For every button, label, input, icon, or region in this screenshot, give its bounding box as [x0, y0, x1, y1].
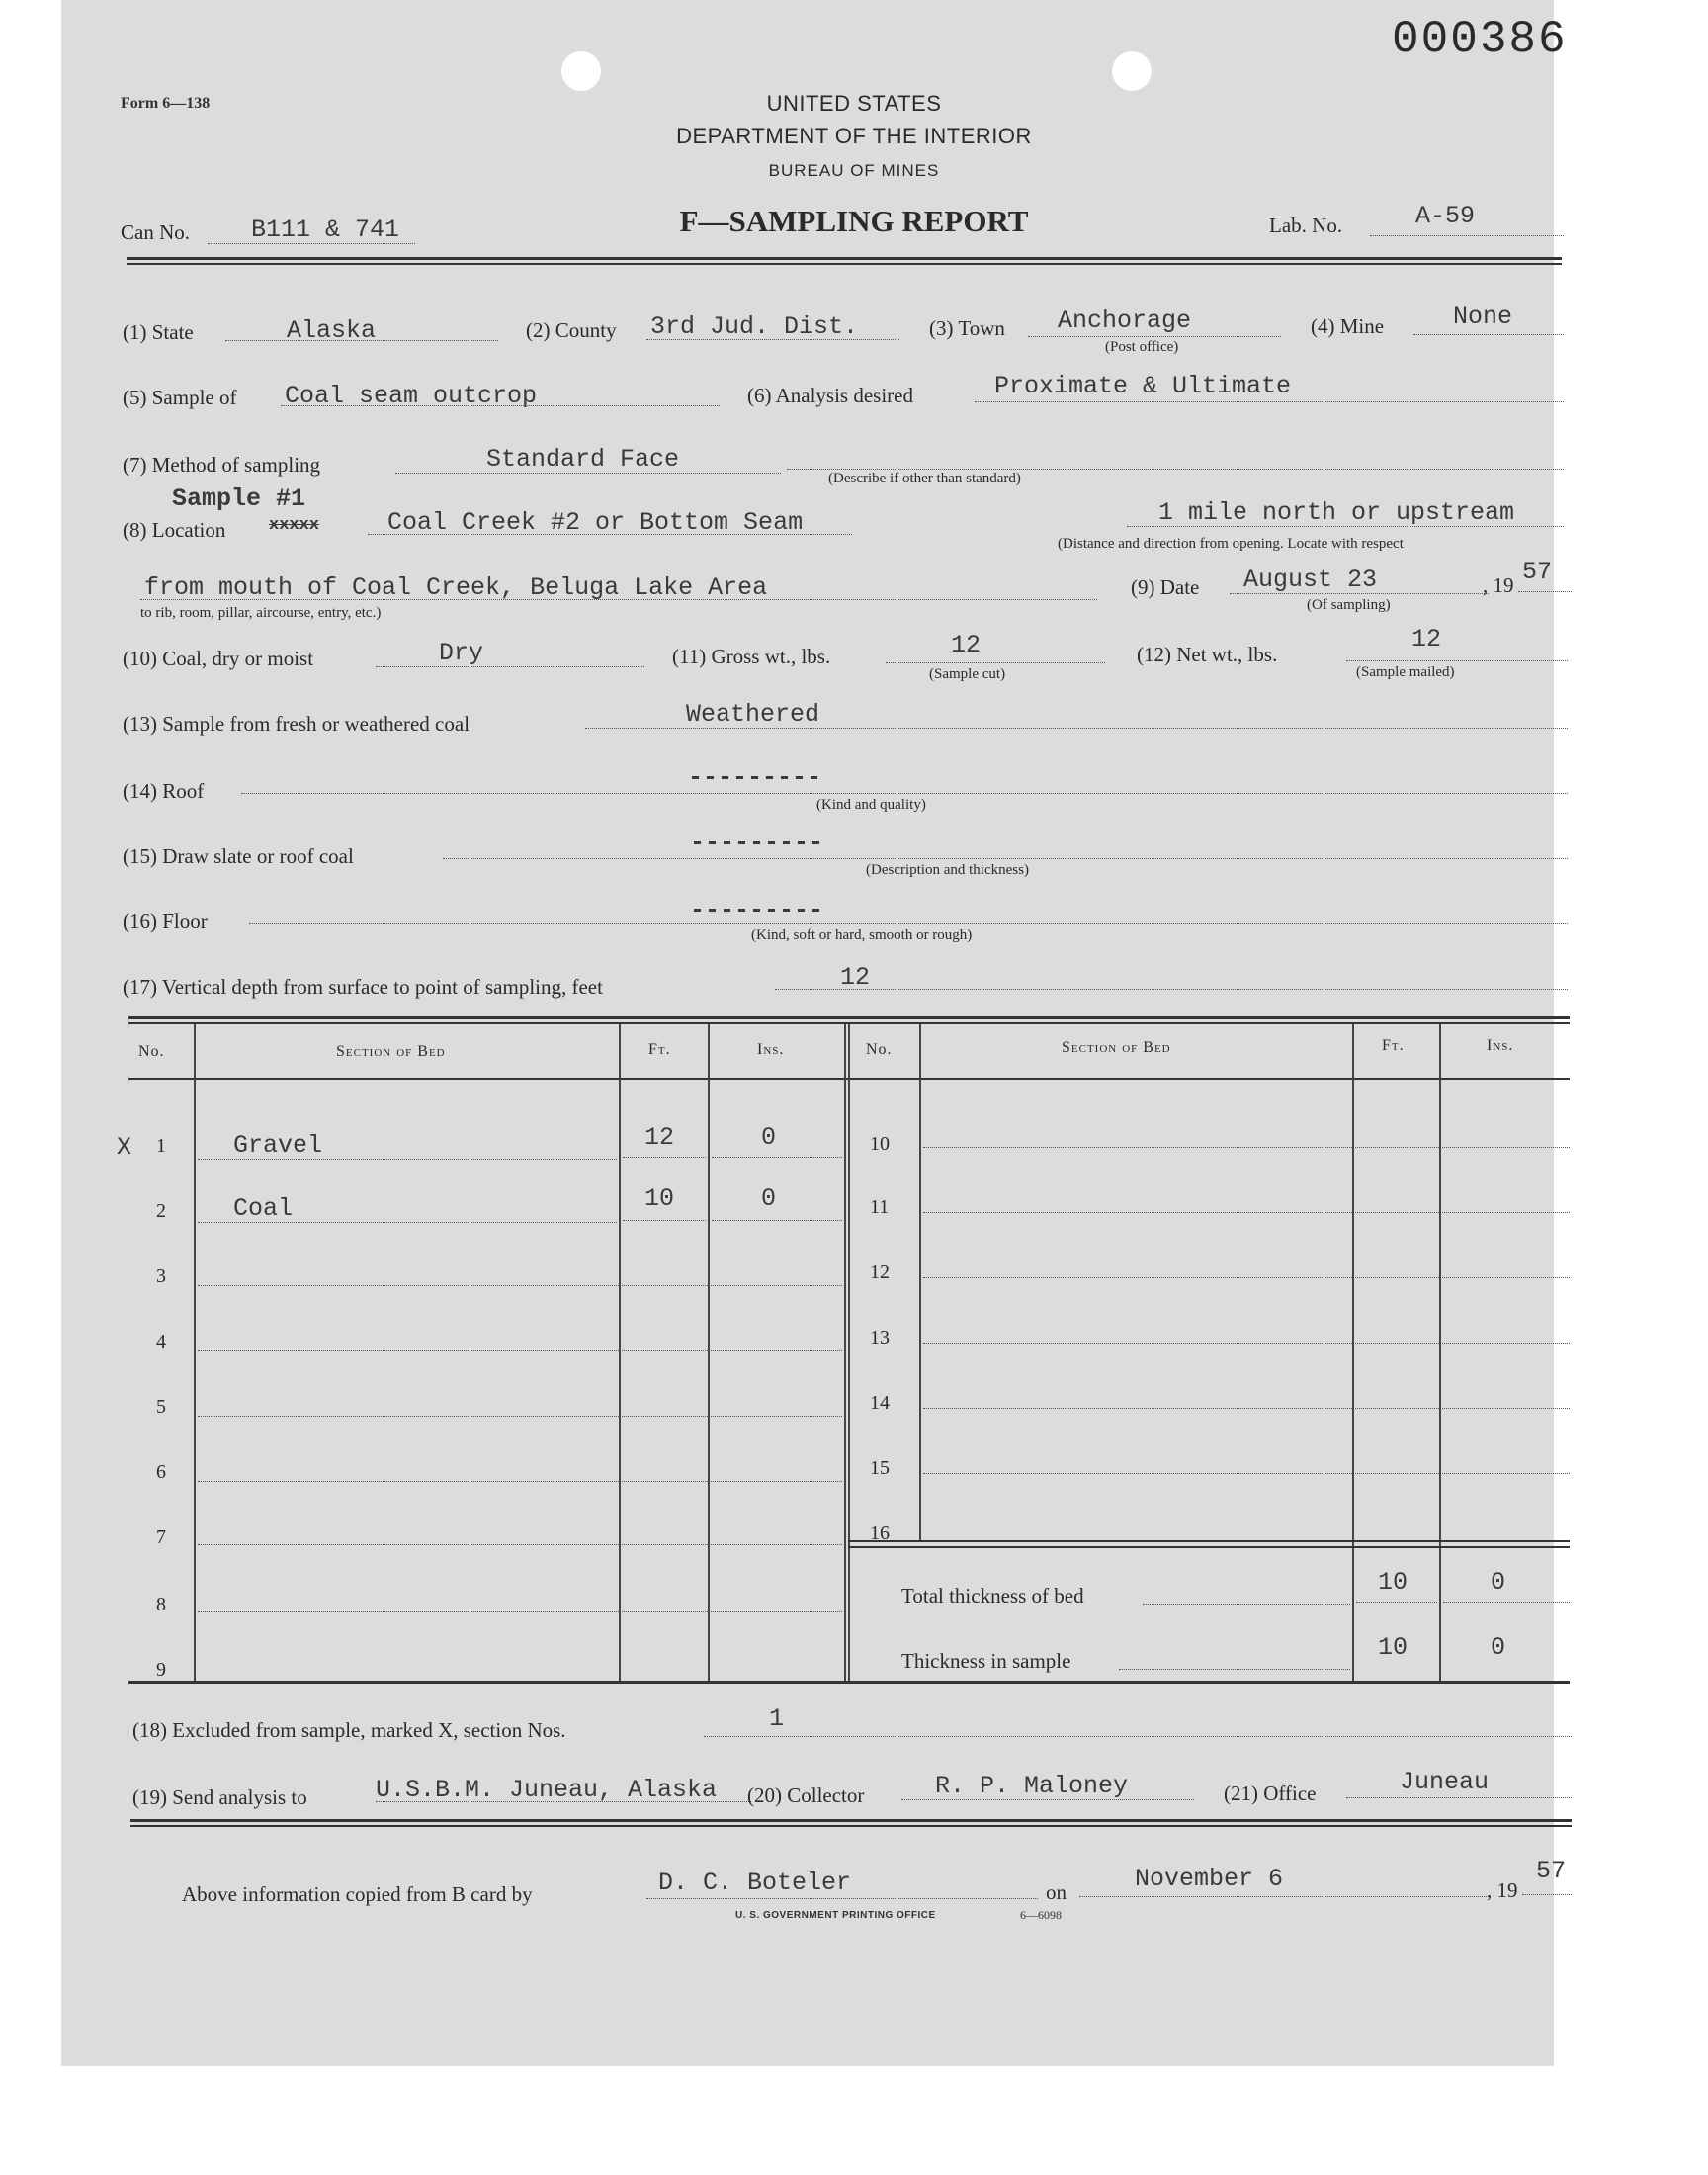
method-label: (7) Method of sampling	[123, 453, 321, 477]
gross-wt-label: (11) Gross wt., lbs.	[672, 645, 831, 668]
draw-slate-value: ---------	[690, 828, 824, 857]
location-note: (Distance and direction from opening. Locate with respect	[1058, 536, 1404, 552]
copied-by-value: D. C. Boteler	[658, 1869, 852, 1897]
analysis-label: (6) Analysis desired	[747, 384, 913, 407]
report-title: F—SAMPLING REPORT	[679, 204, 1029, 238]
row-no: 16	[870, 1522, 890, 1544]
date-value: August 23	[1243, 566, 1378, 594]
copied-year-prefix: , 19	[1487, 1878, 1518, 1902]
sample-of-value: Coal seam outcrop	[285, 382, 538, 410]
header-line1: UNITED STATES	[766, 91, 942, 116]
location-struck: xxxxx	[269, 516, 320, 535]
date-note: (Of sampling)	[1307, 597, 1391, 613]
location-value2: 1 mile north or upstream	[1158, 498, 1515, 527]
row-no: 2	[156, 1200, 166, 1222]
mine-value: None	[1453, 303, 1513, 331]
gross-wt-note: (Sample cut)	[929, 666, 1006, 682]
fresh-value: Weathered	[686, 700, 820, 729]
roof-note: (Kind and quality)	[816, 797, 926, 813]
row-ins: 0	[761, 1184, 777, 1213]
draw-slate-label: (15) Draw slate or roof coal	[123, 844, 354, 868]
header-section-left: Section of Bed	[336, 1043, 446, 1060]
row-no: 14	[870, 1392, 890, 1414]
row-no: 11	[870, 1196, 890, 1218]
header-line2: DEPARTMENT OF THE INTERIOR	[676, 124, 1032, 148]
send-to-label: (19) Send analysis to	[132, 1785, 307, 1809]
date-year: 57	[1522, 558, 1553, 586]
form-sheet	[61, 0, 1554, 2066]
mine-label: (4) Mine	[1311, 314, 1385, 338]
state-value: Alaska	[287, 316, 377, 345]
gpo-imprint: U. S. GOVERNMENT PRINTING OFFICE	[735, 1910, 936, 1921]
collector-label: (20) Collector	[747, 1784, 865, 1807]
method-value: Standard Face	[486, 445, 680, 474]
can-no-value: B111 & 741	[251, 216, 400, 244]
date-label: (9) Date	[1131, 575, 1200, 599]
copied-on-value: November 6	[1135, 1865, 1284, 1893]
gpo-code: 6—6098	[1020, 1908, 1062, 1922]
header-ft-right: Ft.	[1382, 1037, 1405, 1054]
row-no: 5	[156, 1396, 166, 1418]
row-ft: 12	[644, 1123, 675, 1152]
row-no: 7	[156, 1526, 166, 1548]
excluded-label: (18) Excluded from sample, marked X, section Nos.	[132, 1718, 566, 1742]
fresh-label: (13) Sample from fresh or weathered coal	[123, 712, 470, 736]
copied-label: Above information copied from B card by	[182, 1882, 533, 1906]
header-ins-right: Ins.	[1487, 1037, 1514, 1054]
town-note: (Post office)	[1105, 339, 1179, 355]
row-no: 9	[156, 1659, 166, 1681]
header-section-right: Section of Bed	[1062, 1039, 1171, 1056]
location-line2-note: to rib, room, pillar, aircourse, entry, etc.)	[140, 605, 382, 621]
county-label: (2) County	[526, 318, 617, 342]
row-ft: 10	[644, 1184, 675, 1213]
thickness-sample-ft: 10	[1378, 1633, 1409, 1662]
total-thickness-label: Total thickness of bed	[901, 1584, 1084, 1608]
row-no: 12	[870, 1262, 890, 1283]
county-value: 3rd Jud. Dist.	[650, 312, 859, 341]
office-label: (21) Office	[1224, 1782, 1317, 1805]
lab-no-value: A-59	[1415, 202, 1476, 230]
can-no-label: Can No.	[121, 220, 190, 244]
header-ft-left: Ft.	[648, 1041, 671, 1058]
floor-label: (16) Floor	[123, 910, 208, 933]
net-wt-label: (12) Net wt., lbs.	[1137, 643, 1278, 666]
row-ins: 0	[761, 1123, 777, 1152]
coal-dry-value: Dry	[439, 639, 484, 667]
town-value: Anchorage	[1058, 306, 1192, 335]
sample-of-label: (5) Sample of	[123, 386, 237, 409]
header-ins-left: Ins.	[757, 1041, 785, 1058]
gross-wt-value: 12	[951, 631, 982, 659]
row-no: 4	[156, 1331, 166, 1352]
total-thickness-ft: 10	[1378, 1568, 1409, 1597]
thickness-sample-label: Thickness in sample	[901, 1649, 1071, 1673]
excluded-value: 1	[769, 1704, 785, 1733]
lab-no-label: Lab. No.	[1269, 214, 1343, 237]
document-number: 000386	[1392, 14, 1568, 65]
depth-label: (17) Vertical depth from surface to point of sampling, feet	[123, 975, 603, 999]
collector-value: R. P. Maloney	[935, 1772, 1129, 1800]
row-section: Gravel	[233, 1131, 323, 1160]
roof-label: (14) Roof	[123, 779, 205, 803]
floor-value: ---------	[690, 896, 824, 924]
form-number: Form 6—138	[121, 95, 211, 112]
roof-value: ---------	[688, 763, 822, 792]
row-mark: X	[117, 1133, 132, 1162]
header-no-left: No.	[138, 1043, 165, 1060]
floor-note: (Kind, soft or hard, smooth or rough)	[751, 927, 973, 943]
method-note: (Describe if other than standard)	[828, 471, 1021, 486]
depth-value: 12	[840, 963, 871, 992]
net-wt-value: 12	[1411, 625, 1442, 653]
row-no: 10	[870, 1133, 890, 1155]
send-to-value: U.S.B.M. Juneau, Alaska	[376, 1776, 718, 1804]
thickness-sample-ins: 0	[1491, 1633, 1506, 1662]
row-no: 15	[870, 1457, 890, 1479]
row-no: 1	[156, 1135, 166, 1157]
state-label: (1) State	[123, 320, 194, 344]
header-no-right: No.	[866, 1041, 893, 1058]
location-value: Coal Creek #2 or Bottom Seam	[387, 508, 804, 537]
row-section: Coal	[233, 1194, 294, 1223]
header-line3: BUREAU OF MINES	[768, 161, 940, 180]
total-thickness-ins: 0	[1491, 1568, 1506, 1597]
analysis-value: Proximate & Ultimate	[994, 372, 1292, 400]
punch-hole	[1112, 51, 1152, 91]
punch-hole	[561, 51, 601, 91]
row-no: 6	[156, 1461, 166, 1483]
net-wt-note: (Sample mailed)	[1356, 664, 1455, 680]
draw-slate-note: (Description and thickness)	[866, 862, 1029, 878]
copied-year: 57	[1536, 1857, 1567, 1885]
coal-dry-label: (10) Coal, dry or moist	[123, 647, 314, 670]
copied-on-label: on	[1046, 1880, 1067, 1904]
row-no: 8	[156, 1594, 166, 1615]
date-year-prefix: , 19	[1483, 573, 1514, 597]
office-value: Juneau	[1400, 1768, 1490, 1796]
row-no: 13	[870, 1327, 890, 1348]
sample-number: Sample #1	[172, 484, 306, 513]
location-label: (8) Location	[123, 518, 226, 542]
town-label: (3) Town	[929, 316, 1005, 340]
row-no: 3	[156, 1265, 166, 1287]
location-line2-value: from mouth of Coal Creek, Beluga Lake Area	[144, 573, 768, 602]
